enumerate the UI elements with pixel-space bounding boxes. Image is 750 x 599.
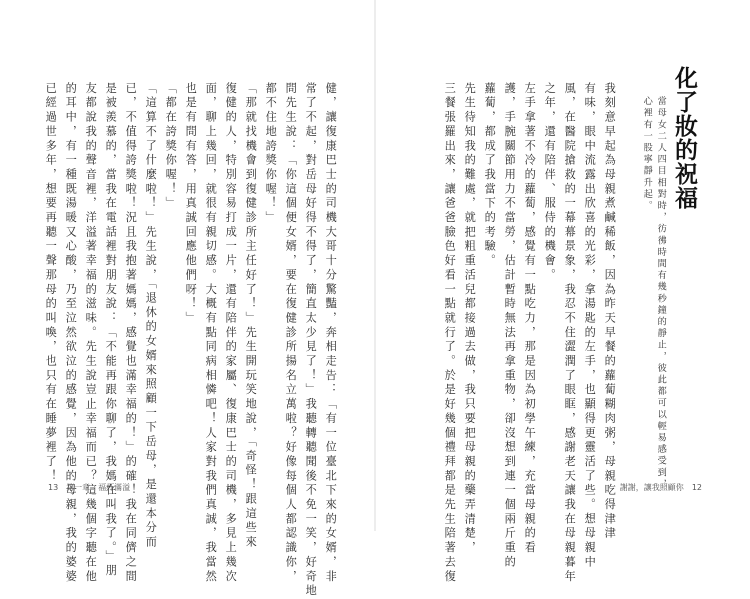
right-page: [375, 0, 750, 585]
left-folio: [48, 482, 130, 493]
body-column: 健，讓復康巴士的司機大哥十分驚豔，奔相走告：「有一位臺北下來的女婿，非: [324, 82, 338, 585]
body-column: 之年，還有陪伴、服侍的機會。: [543, 82, 557, 283]
page-number: 12: [691, 483, 702, 492]
body-column: 的耳中，有一種既湯暖又心酸，乃至泣然欲泣的感覺，因為他的母親，我的婆婆: [64, 82, 78, 585]
body-column: 蘿蔔，都成了我當下的考驗。: [483, 82, 497, 269]
body-column: 面，聊上幾回，就很有親切感。大概有點同病相憐吧！人家對我們真誠，我當然: [204, 82, 218, 585]
body-column: 先生待知我的難處，就把粗重活兒都接過去做，我只要把母親的藥弄清楚，: [463, 82, 477, 556]
body-column: 「那就找機會到復健診所主任好了！」先生開玩笑地說，「奇怪！跟這些來: [244, 82, 258, 550]
body-column: 「這算不了什麼啦！」先生說，「退休的女婿來照顧一下岳母，是還本分而: [144, 82, 158, 550]
body-column: 有味，眼中流露出欣喜的光彩，拿湯匙的左手，也顯得更靈活了些。想母親中: [583, 82, 597, 570]
chapter-title: 化了妝的祝福: [671, 66, 698, 210]
body-column: 都不住地誇獎你喔！」: [264, 82, 278, 226]
body-column: 護，手腕關節用力不當勞，估計暫時無法再拿重物，卻沒想到連一個兩斤重的: [503, 82, 517, 570]
subtitle-line: 心裡有一股寧靜升起。: [641, 96, 653, 212]
body-column: 復健的人，特別容易打成一片，還有陪伴的家屬、復康巴士的司機，多見上幾次: [224, 82, 238, 585]
running-header: 謝謝，讓我照顧你: [619, 483, 684, 492]
body-column: 已，不值得誇獎啦！況且我抱著媽媽，感覺也滿幸福的！」的確！我在同儕之間: [124, 82, 138, 585]
page-number: 13: [48, 483, 59, 492]
right-folio: [620, 482, 702, 493]
body-column: 已經過世多年，想要再聽一聲那母的叫喚，也只有在睡夢裡了！: [44, 82, 58, 484]
body-column: 友都說我的聲音裡，洋溢著幸福的滋味。先生說豈止幸福而已？這幾個字聽在他: [84, 82, 98, 585]
body-column: 「都在誇獎你喔！」: [164, 82, 178, 212]
running-header: 第一章 福杯滿溢: [66, 483, 131, 492]
body-column: 三餐張羅出來，讓爸爸臉色好看一點就行了。於是好幾個禮拜都是先生陪著去復: [443, 82, 457, 585]
body-column: 左手拿著不冷的蘿蔔，感覺有一點吃力，那是因為初學午練，充當母親的看: [523, 82, 537, 556]
body-column: 風，在醫院搶救的一幕幕景象，我忍不住澀潤了眼眶，感謝老天讓我在母親暮年: [563, 82, 577, 585]
body-column: 常了不起，對岳母好得不得了，簡直太少見了！」我聽轉聽聞後不免一笑，好奇地: [304, 82, 318, 599]
body-column: 問先生說：「你這個便女婿，要在復健診所揚名立萬啦？好像每個人都認識你，: [284, 82, 298, 585]
subtitle-line: 當母女二人四目相對時，彷彿時間有幾秒鐘的靜止，彼此都可以輕易感受到，: [655, 96, 667, 491]
body-column: 是被羨慕的，當我在電話裡對朋友說：「不能再跟你聊了，我媽在叫我了。」朋: [104, 82, 118, 579]
body-column: 我刻意早起為母親煮鹹稀飯，因為昨天早餐的蘿蔔糊肉粥，母親吃得津津: [603, 82, 617, 542]
body-column: 也是有問有答，用真誠回應他們呀！」: [184, 82, 198, 326]
